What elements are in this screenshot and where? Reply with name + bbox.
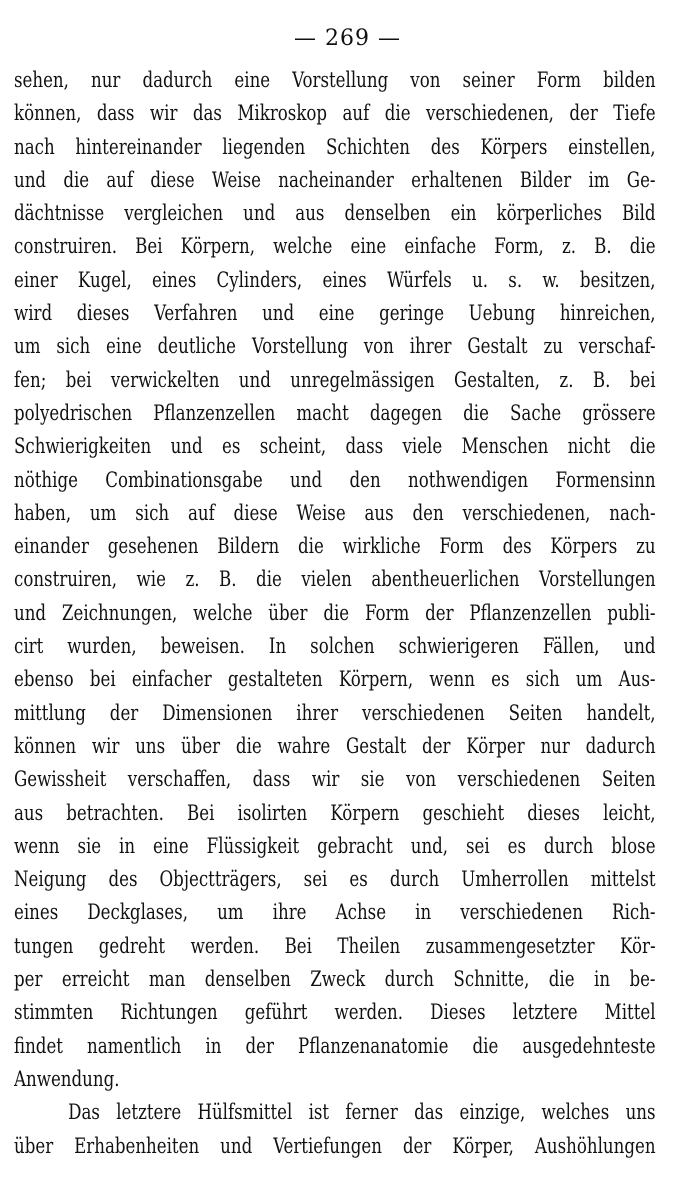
text-line: wenn sie in eine Flüssigkeit gebracht und, sei es durch blose	[14, 833, 656, 859]
text-line: findet namentlich in der Pflanzenanatomie die ausgedehnteste	[14, 1033, 656, 1059]
text-line: tungen gedreht werden. Bei Theilen zusammengesetzter Kör-	[14, 933, 656, 959]
text-line: nach hintereinander liegenden Schichten des Körpers einstellen,	[14, 134, 656, 160]
text-line: Gewissheit verschaffen, dass wir sie von verschiedenen Seiten	[14, 767, 656, 793]
text-line: über Erhabenheiten und Vertiefungen der Körper, Aushöhlungen	[14, 1133, 656, 1159]
text-line: Neigung des Objectträgers, sei es durch Umherrollen mittelst	[14, 867, 656, 893]
text-line: per erreicht man denselben Zweck durch Schnitte, die in be-	[14, 967, 656, 993]
text-line: polyedrischen Pflanzenzellen macht dagegen die Sache grössere	[14, 400, 656, 426]
text-line: mittlung der Dimensionen ihrer verschiedenen Seiten handelt,	[14, 700, 656, 726]
text-line: um sich eine deutliche Vorstellung von ihrer Gestalt zu verschaf-	[14, 334, 656, 360]
text-line: und Zeichnungen, welche über die Form der Pflanzenzellen publi-	[14, 600, 656, 626]
text-line: einer Kugel, eines Cylinders, eines Würfels u. s. w. besitzen,	[14, 267, 656, 293]
page-number: — 269 —	[294, 26, 401, 51]
text-line: wird dieses Verfahren und eine geringe Uebung hinreichen,	[14, 301, 656, 327]
text-line: sehen, nur dadurch eine Vorstellung von seiner Form bilden	[14, 68, 656, 93]
text-line-paragraph-start: Das letztere Hülfsmittel ist ferner das einzige, welches uns	[68, 1100, 656, 1126]
text-line: nöthige Combinationsgabe und den nothwendigen Formensinn	[14, 467, 656, 493]
text-line: aus betrachten. Bei isolirten Körpern geschieht dieses leicht,	[14, 800, 656, 826]
text-line: eines Deckglases, um ihre Achse in verschiedenen Rich-	[14, 900, 656, 926]
text-line: fen; bei verwickelten und unregelmässigen Gestalten, z. B. bei	[14, 367, 656, 393]
text-line-paragraph-end: Anwendung.	[14, 1066, 120, 1092]
text-line: stimmten Richtungen geführt werden. Dieses letztere Mittel	[14, 1000, 656, 1026]
text-line: können wir uns über die wahre Gestalt der Körper nur dadurch	[14, 733, 656, 759]
text-line: haben, um sich auf diese Weise aus den verschiedenen, nach-	[14, 500, 656, 526]
text-line: cirt wurden, beweisen. In solchen schwierigeren Fällen, und	[14, 634, 656, 660]
text-line: Schwierigkeiten und es scheint, dass viele Menschen nicht die	[14, 434, 656, 460]
body-text	[14, 64, 656, 1163]
text-line: und die auf diese Weise nacheinander erhaltenen Bilder im Ge-	[14, 167, 656, 193]
text-line: construiren. Bei Körpern, welche eine einfache Form, z. B. die	[14, 234, 656, 260]
text-line: einander gesehenen Bildern die wirkliche Form des Körpers zu	[14, 534, 656, 560]
text-line: construiren, wie z. B. die vielen abentheuerlichen Vorstellungen	[14, 567, 656, 593]
text-line: können, dass wir das Mikroskop auf die verschiedenen, der Tiefe	[14, 101, 656, 127]
text-line: ebenso bei einfacher gestalteten Körpern, wenn es sich um Aus-	[14, 667, 656, 693]
text-line: dächtnisse vergleichen und aus denselben ein körperliches Bild	[14, 201, 656, 227]
